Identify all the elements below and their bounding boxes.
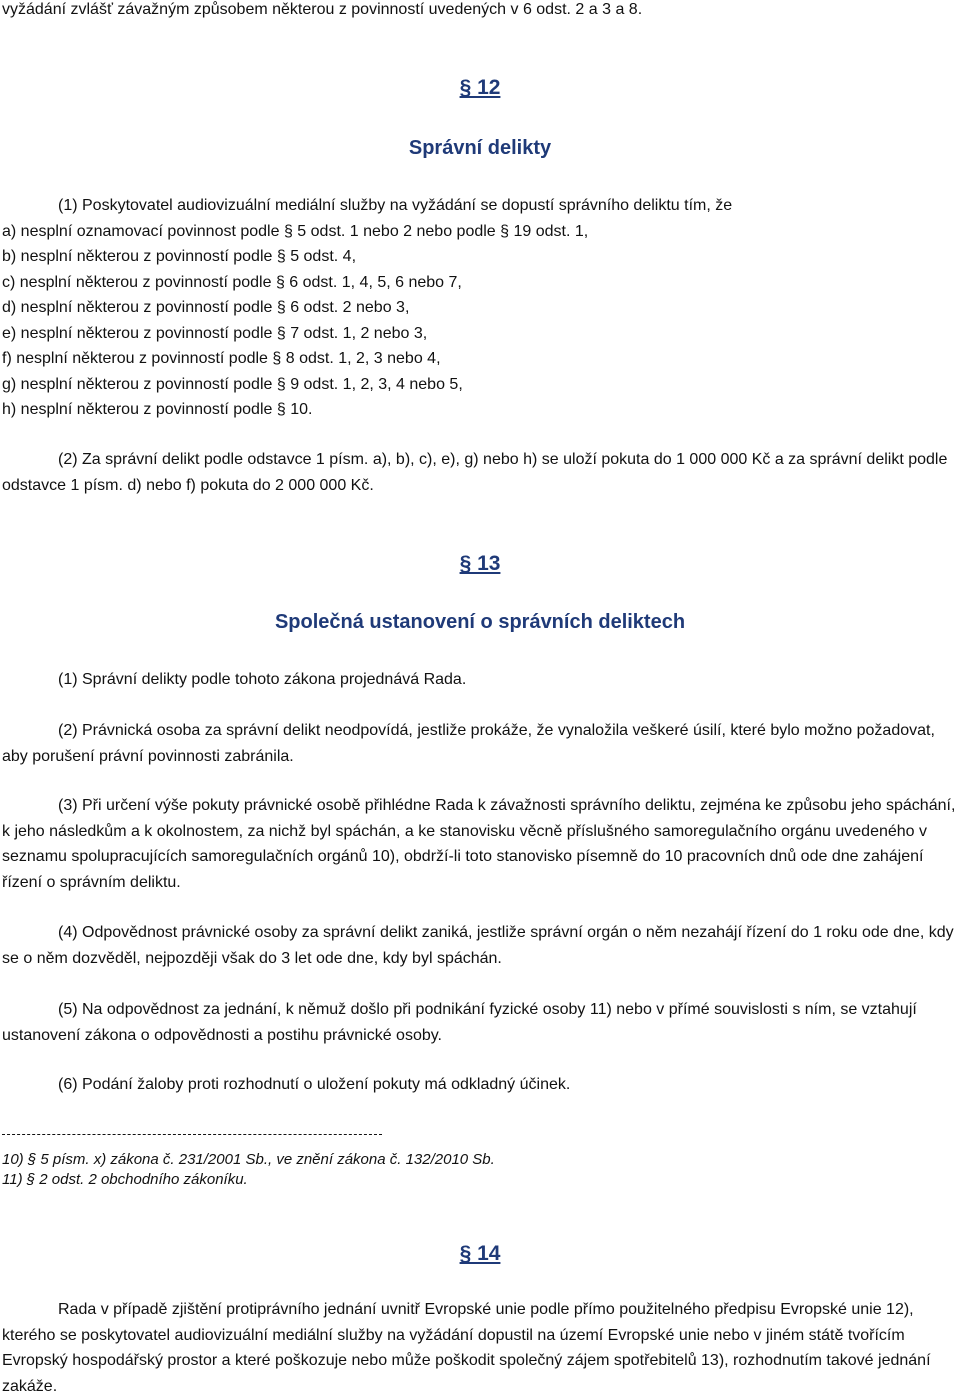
footnote-10: 10) § 5 písm. x) zákona č. 231/2001 Sb., ve znění zákona č. 132/2010 Sb. <box>2 1151 495 1168</box>
continued-text-line: vyžádání zvlášť závažným způsobem některou z povinností uvedených v 6 odst. 2 a 3 a 8. <box>2 1 643 18</box>
section-13-number: § 13 <box>459 552 501 575</box>
section-12-title: Správní delikty <box>408 137 552 159</box>
list-item-c: c) nesplní některou z povinností podle § 6 odst. 1, 4, 5, 6 nebo 7, <box>2 274 462 291</box>
section-13-paragraph-2: (2) Právnická osoba za správní delikt neodpovídá, jestliže prokáže, že vynaložila veškeré úsilí, které bylo možno požadovat, aby porušení právní povinnosti zabránila. <box>2 722 935 765</box>
section-13-title: Společná ustanovení o správních deliktech <box>274 611 686 633</box>
list-item-g: g) nesplní některou z povinností podle § 9 odst. 1, 2, 3, 4 nebo 5, <box>2 376 463 393</box>
section-13-paragraph-1: (1) Správní delikty podle tohoto zákona projednává Rada. <box>58 671 467 688</box>
footnote-11: 11) § 2 odst. 2 obchodního zákoníku. <box>2 1171 248 1188</box>
footnote-separator <box>2 1134 382 1135</box>
list-item-h: h) nesplní některou z povinností podle § 10. <box>2 401 313 418</box>
list-item-a: a) nesplní oznamovací povinnost podle § 5 odst. 1 nebo 2 nebo podle § 19 odst. 1, <box>2 223 589 240</box>
section-13-paragraph-4: (4) Odpovědnost právnické osoby za správní delikt zaniká, jestliže správní orgán o něm nezahájí řízení do 1 roku ode dne, kdy se o něm dozvěděl, nejpozději však do 3 let ode dne, kdy byl spáchán. <box>2 924 954 967</box>
list-item-d: d) nesplní některou z povinností podle § 6 odst. 2 nebo 3, <box>2 299 410 316</box>
section-12-paragraph-2: (2) Za správní delikt podle odstavce 1 písm. a), b), c), e), g) nebo h) se uloží pokuta do 1 000 000 Kč a za správní delikt podle odstavce 1 písm. d) nebo f) pokuta do 2 000 000 Kč. <box>2 451 948 494</box>
section-12-number: § 12 <box>459 76 501 99</box>
section-14-number: § 14 <box>459 1242 501 1265</box>
section-13-paragraph-6: (6) Podání žaloby proti rozhodnutí o uložení pokuty má odkladný účinek. <box>58 1076 571 1093</box>
section-12-intro: (1) Poskytovatel audiovizuální mediální služby na vyžádání se dopustí správního deliktu tím, že <box>58 197 733 214</box>
list-item-e: e) nesplní některou z povinností podle § 7 odst. 1, 2 nebo 3, <box>2 325 428 342</box>
section-13-paragraph-3: (3) Při určení výše pokuty právnické osobě přihlédne Rada k závažnosti správního deliktu, zejména ke způsobu jeho spáchání, k jeho následkům a k okolnostem, za nichž byl spáchán, a ke stanovisku věcně příslušného samoregulačního orgánu uvedeného v seznamu spolupracujících samoregulačních orgánů 10), obdrží-li toto stanovisko písemně do 10 pracovních dnů ode dne zahájení řízení o správním deliktu. <box>2 797 956 891</box>
section-13-paragraph-5: (5) Na odpovědnost za jednání, k němuž došlo při podnikání fyzické osoby 11) nebo v přímé souvislosti s ním, se vztahují ustanovení zákona o odpovědnosti a postihu právnické osoby. <box>2 1001 917 1044</box>
list-item-b: b) nesplní některou z povinností podle § 5 odst. 4, <box>2 248 357 265</box>
section-14-paragraph: Rada v případě zjištění protiprávního jednání uvnitř Evropské unie podle přímo použitelného předpisu Evropské unie 12), kterého se poskytovatel audiovizuální mediální služby na vyžádání dopustil na území Evropské unie nebo v jiném státě tvořícím Evropský hospodářský prostor a které poškozuje nebo může poškodit společný zájem spotřebitelů 13), rozhodnutím takové jednání zakáže. <box>2 1301 931 1395</box>
list-item-f: f) nesplní některou z povinností podle § 8 odst. 1, 2, 3 nebo 4, <box>2 350 441 367</box>
